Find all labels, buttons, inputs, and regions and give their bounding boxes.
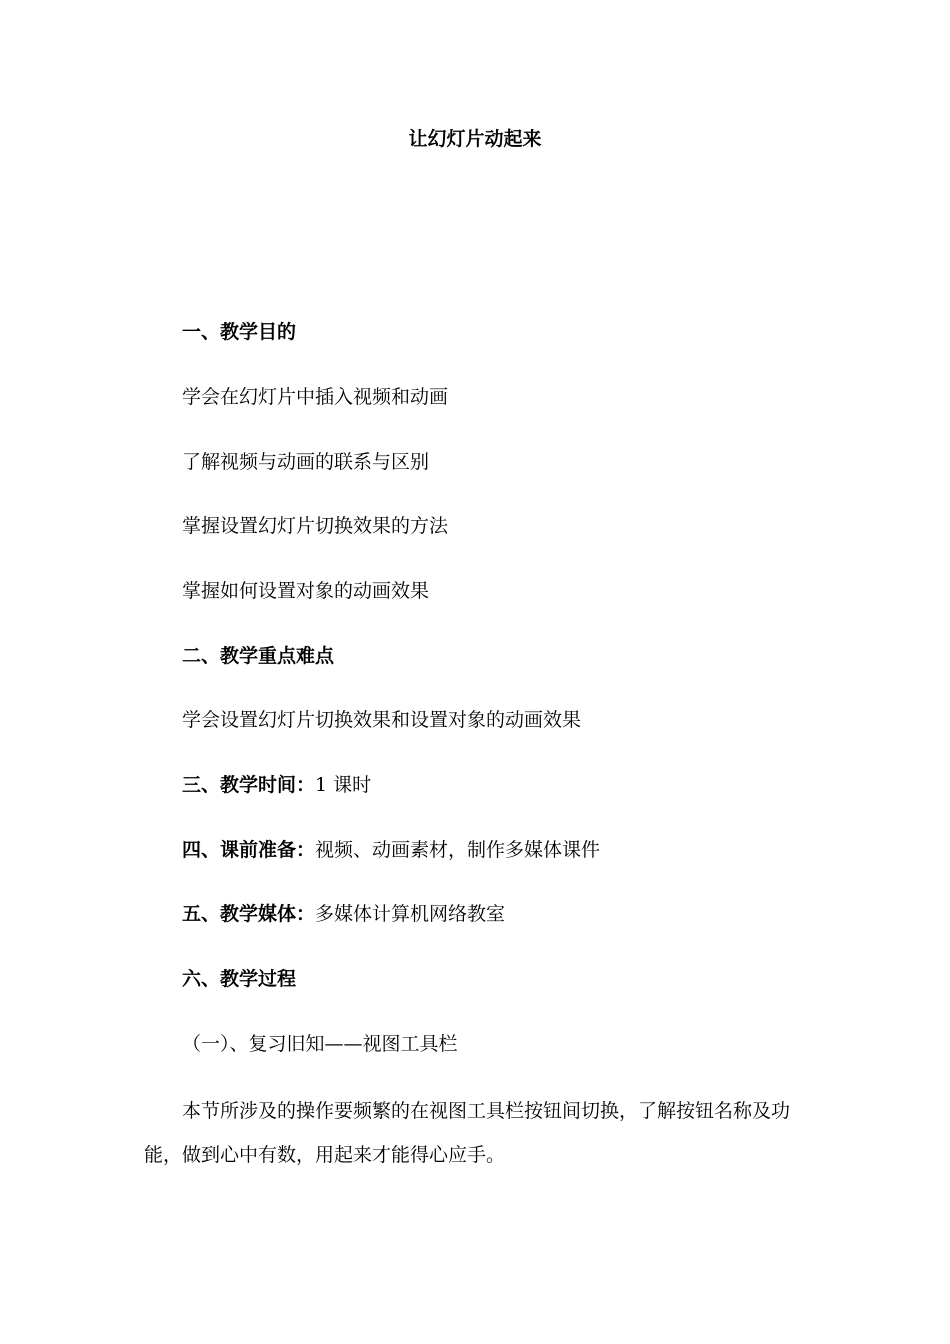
preparation-value: 视频、动画素材，制作多媒体课件 bbox=[315, 839, 601, 861]
media-value: 多媒体计算机网络教室 bbox=[315, 903, 506, 925]
teaching-time-label: 三、教学时间： bbox=[182, 774, 316, 796]
teaching-time-line bbox=[182, 771, 371, 799]
preparation-label: 四、课前准备： bbox=[182, 839, 316, 861]
media-label: 五、教学媒体： bbox=[182, 903, 316, 925]
objective-item: 掌握设置幻灯片切换效果的方法 bbox=[182, 515, 449, 537]
process-subheading: （一）、复习旧知——视图工具栏 bbox=[182, 1033, 458, 1055]
objective-item: 学会在幻灯片中插入视频和动画 bbox=[182, 386, 449, 408]
section-heading-process: 六、教学过程 bbox=[182, 968, 297, 990]
section-heading-key-points: 二、教学重点难点 bbox=[182, 645, 335, 667]
objective-item: 掌握如何设置对象的动画效果 bbox=[182, 580, 430, 602]
key-point-item: 学会设置幻灯片切换效果和设置对象的动画效果 bbox=[182, 709, 582, 731]
process-paragraph-line-2: 能，做到心中有数，用起来才能得心应手。 bbox=[144, 1144, 506, 1166]
preparation-line bbox=[182, 836, 600, 864]
process-paragraph-line-1: 本节所涉及的操作要频繁的在视图工具栏按钮间切换，了解按钮名称及功 bbox=[182, 1100, 791, 1122]
document-title: 让幻灯片动起来 bbox=[408, 128, 542, 150]
teaching-time-value: 1 课时 bbox=[315, 774, 372, 796]
section-heading-objectives: 一、教学目的 bbox=[182, 321, 297, 343]
media-line bbox=[182, 900, 505, 928]
objective-item: 了解视频与动画的联系与区别 bbox=[182, 451, 430, 473]
